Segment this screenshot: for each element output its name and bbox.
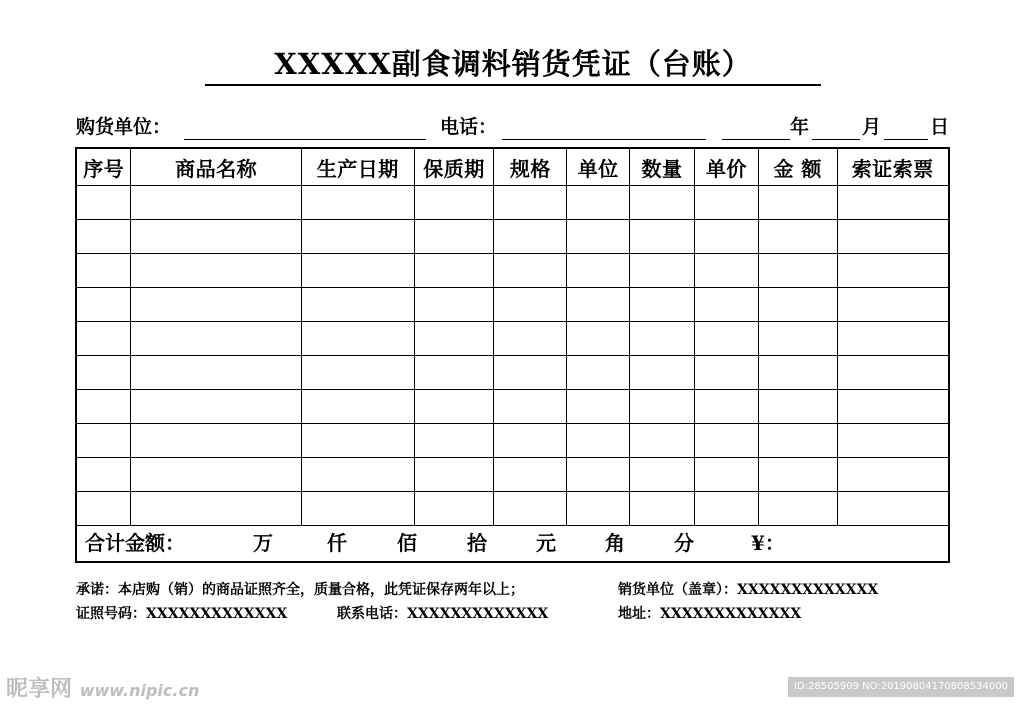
table-cell[interactable] — [694, 322, 758, 356]
table-cell[interactable] — [567, 390, 630, 424]
promise-text: 承诺：本店购（销）的商品证照齐全，质量合格，此凭证保存两年以上； — [76, 582, 524, 598]
header-amount: 金 额 — [758, 148, 837, 186]
phone-label: 电话： — [440, 116, 498, 138]
table-row — [76, 288, 949, 322]
unit-bai: 佰 — [397, 531, 417, 555]
table-cell[interactable] — [630, 254, 695, 288]
table-cell[interactable] — [301, 492, 414, 526]
table-cell[interactable] — [301, 458, 414, 492]
header-unit-price: 单价 — [694, 148, 758, 186]
table-cell[interactable] — [694, 458, 758, 492]
table-cell[interactable] — [630, 186, 695, 220]
total-row — [76, 526, 949, 563]
table-cell[interactable] — [131, 220, 301, 254]
table-cell[interactable] — [414, 424, 494, 458]
header-spec: 规格 — [494, 148, 567, 186]
table-cell[interactable] — [76, 322, 131, 356]
table-cell[interactable] — [494, 492, 567, 526]
table-cell[interactable] — [758, 424, 837, 458]
table-cell[interactable] — [131, 458, 301, 492]
table-cell[interactable] — [494, 390, 567, 424]
day-field[interactable] — [884, 139, 928, 140]
table-cell[interactable] — [630, 390, 695, 424]
table-cell[interactable] — [301, 288, 414, 322]
month-field[interactable] — [812, 139, 860, 140]
table-cell[interactable] — [758, 356, 837, 390]
table-cell[interactable] — [76, 186, 131, 220]
contact-phone: 联系电话：XXXXXXXXXXXXX — [337, 606, 549, 622]
table-cell[interactable] — [494, 254, 567, 288]
table-header-row — [76, 148, 949, 186]
table-cell[interactable] — [567, 424, 630, 458]
table-cell[interactable] — [131, 186, 301, 220]
table-row — [76, 424, 949, 458]
month-label: 月 — [862, 116, 882, 138]
table-cell[interactable] — [494, 322, 567, 356]
table-cell[interactable] — [694, 254, 758, 288]
document-title: XXXXX副食调料销货凭证（台账） — [205, 44, 821, 86]
header-seq: 序号 — [76, 148, 131, 186]
table-cell[interactable] — [567, 458, 630, 492]
watermark-id: ID:28505909 NO:20190804170808534000 — [788, 677, 1014, 697]
table-cell[interactable] — [414, 322, 494, 356]
table-cell[interactable] — [837, 322, 949, 356]
table-cell[interactable] — [630, 288, 695, 322]
table-row — [76, 458, 949, 492]
table-cell[interactable] — [76, 220, 131, 254]
table-cell[interactable] — [694, 424, 758, 458]
table-cell[interactable] — [494, 288, 567, 322]
table-row — [76, 492, 949, 526]
table-cell[interactable] — [694, 220, 758, 254]
table-cell[interactable] — [837, 356, 949, 390]
year-label: 年 — [790, 116, 810, 138]
table-cell[interactable] — [758, 390, 837, 424]
table-cell[interactable] — [630, 220, 695, 254]
table-cell[interactable] — [630, 458, 695, 492]
table-cell[interactable] — [837, 288, 949, 322]
table-cell[interactable] — [301, 356, 414, 390]
header-invoice: 索证索票 — [837, 148, 949, 186]
table-cell[interactable] — [494, 186, 567, 220]
table-cell[interactable] — [758, 458, 837, 492]
table-cell[interactable] — [76, 424, 131, 458]
table-cell[interactable] — [567, 492, 630, 526]
table-cell[interactable] — [414, 356, 494, 390]
year-field[interactable] — [722, 139, 790, 140]
table-cell[interactable] — [567, 254, 630, 288]
table-cell[interactable] — [837, 492, 949, 526]
goods-table — [75, 147, 950, 563]
table-cell[interactable] — [301, 322, 414, 356]
table-cell[interactable] — [414, 254, 494, 288]
total-label: 合计金额： — [85, 531, 185, 555]
table-cell[interactable] — [567, 356, 630, 390]
table-cell[interactable] — [301, 424, 414, 458]
header-product-name: 商品名称 — [131, 148, 301, 186]
unit-qian: 仟 — [327, 531, 347, 555]
unit-fen: 分 — [674, 531, 694, 555]
table-row — [76, 186, 949, 220]
unit-yuan: 元 — [536, 531, 556, 555]
table-cell[interactable] — [131, 492, 301, 526]
table-cell[interactable] — [567, 288, 630, 322]
header-unit: 单位 — [567, 148, 630, 186]
table-cell[interactable] — [758, 220, 837, 254]
table-cell[interactable] — [76, 254, 131, 288]
table-cell[interactable] — [131, 288, 301, 322]
table-cell[interactable] — [837, 254, 949, 288]
table-cell[interactable] — [301, 220, 414, 254]
table-row — [76, 322, 949, 356]
table-cell[interactable] — [837, 424, 949, 458]
table-row — [76, 356, 949, 390]
table-cell[interactable] — [131, 322, 301, 356]
unit-yen: ¥： — [751, 531, 785, 555]
table-cell[interactable] — [414, 186, 494, 220]
table-cell[interactable] — [414, 458, 494, 492]
table-cell[interactable] — [837, 458, 949, 492]
table-cell[interactable] — [131, 424, 301, 458]
table-cell[interactable] — [758, 254, 837, 288]
table-cell[interactable] — [694, 390, 758, 424]
table-cell[interactable] — [131, 356, 301, 390]
table-cell[interactable] — [837, 220, 949, 254]
buyer-field[interactable] — [184, 139, 426, 140]
buyer-label: 购货单位： — [76, 116, 172, 138]
table-cell[interactable] — [694, 186, 758, 220]
header-shelf-life: 保质期 — [414, 148, 494, 186]
table-cell[interactable] — [494, 356, 567, 390]
table-cell[interactable] — [630, 492, 695, 526]
table-cell[interactable] — [131, 390, 301, 424]
table-cell[interactable] — [301, 186, 414, 220]
table-cell[interactable] — [131, 254, 301, 288]
table-cell[interactable] — [694, 492, 758, 526]
table-cell[interactable] — [630, 322, 695, 356]
watermark-logo — [6, 672, 199, 703]
table-cell[interactable] — [694, 288, 758, 322]
watermark-url: www.nipic.cn — [79, 681, 200, 700]
table-cell[interactable] — [630, 356, 695, 390]
table-cell[interactable] — [758, 288, 837, 322]
seller-seal: 销货单位（盖章）：XXXXXXXXXXXXX — [618, 582, 879, 598]
buyer-info-row — [76, 113, 948, 141]
table-cell[interactable] — [837, 186, 949, 220]
table-row — [76, 390, 949, 424]
table-cell[interactable] — [76, 458, 131, 492]
header-quantity: 数量 — [630, 148, 695, 186]
seller-address: 地址：XXXXXXXXXXXXX — [618, 606, 802, 622]
table-cell[interactable] — [494, 220, 567, 254]
table-row — [76, 254, 949, 288]
table-cell[interactable] — [694, 356, 758, 390]
table-cell[interactable] — [494, 458, 567, 492]
table-cell[interactable] — [301, 390, 414, 424]
table-cell[interactable] — [758, 322, 837, 356]
table-cell[interactable] — [301, 254, 414, 288]
license-number: 证照号码：XXXXXXXXXXXXX — [76, 606, 288, 622]
unit-wan: 万 — [253, 531, 273, 555]
table-cell[interactable] — [567, 186, 630, 220]
table-cell[interactable] — [758, 492, 837, 526]
table-cell[interactable] — [414, 288, 494, 322]
table-cell[interactable] — [76, 356, 131, 390]
unit-jiao: 角 — [605, 531, 625, 555]
table-cell[interactable] — [494, 424, 567, 458]
table-cell[interactable] — [567, 220, 630, 254]
table-cell[interactable] — [76, 492, 131, 526]
table-cell[interactable] — [76, 390, 131, 424]
table-cell[interactable] — [567, 322, 630, 356]
table-row — [76, 220, 949, 254]
table-cell[interactable] — [414, 390, 494, 424]
table-cell[interactable] — [758, 186, 837, 220]
day-label: 日 — [930, 116, 950, 138]
table-cell[interactable] — [414, 492, 494, 526]
unit-shi: 拾 — [467, 531, 487, 555]
table-cell[interactable] — [76, 288, 131, 322]
watermark-logo-text: 昵享网 — [6, 677, 73, 702]
header-production-date: 生产日期 — [301, 148, 414, 186]
table-cell[interactable] — [630, 424, 695, 458]
table-cell[interactable] — [414, 220, 494, 254]
table-cell[interactable] — [837, 390, 949, 424]
phone-field[interactable] — [502, 139, 706, 140]
